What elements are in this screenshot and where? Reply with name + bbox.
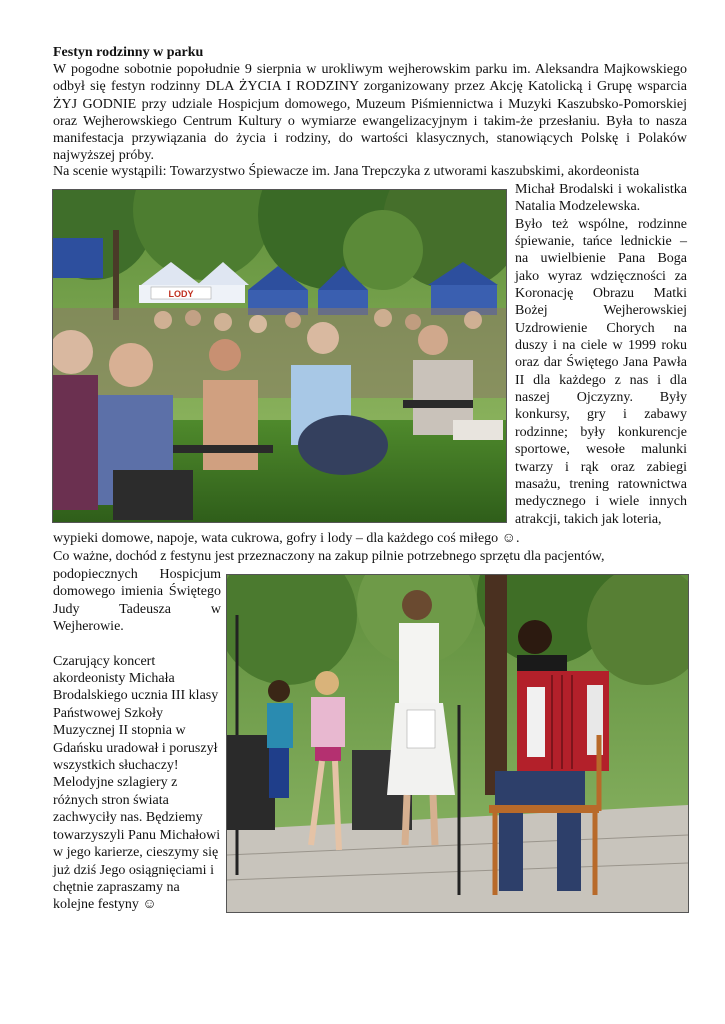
paragraph-proceeds-side: podopiecznych Hospicjum domowego imienia Świętego Judy Tadeusza w Wejherowie. — [53, 567, 221, 635]
paragraph-intro: W pogodne sobotnie popołudnie 9 sierpnia w urokliwym wejherowskim parku im. Aleksandra Majkowskiego odbył się festyn rodzinny DLA ŻYCIA I RODZINY zorganizowany przez Akcję Katolicką i Grupę wsparcia ŻYJ GODNIE przy udziale Hospicjum domowego, Muzeum Piśmiennictwa i Muzyki Kaszubsko-Pomorskiej oraz Wejherowskiego Centrum Kultury o wymiarze ewangelizacyjnym i takim-że przesłaniu. Była to nasza manifestacja przywiązania do życia i rodziny, do wartości klasycznych, stanowiących Polskę i Polaków najwyższej próby. — [53, 62, 687, 164]
paragraph-proceeds-lead: Co ważne, dochód z festynu jest przeznaczony na zakup pilnie potrzebnego sprzętu dla pacjentów, — [53, 549, 605, 564]
photo-audience-image — [53, 190, 506, 522]
paragraph-concert: Czarujący koncert akordeonisty Michała Brodalskiego ucznia III klasy Państwowej Szkoły Muzycznej II stopnia w Gdańsku uradował i poruszył wszystkich słuchaczy! Melodyjne szlagiery z różnych stron świata zachwyciły nas. Będziemy towarzyszyli Panu Michałowi w jego karierze, cieszymy się już dziś Jego osiągnięciami i chętnie zapraszamy na kolejne festyny ☺ — [53, 653, 221, 913]
photo-concert — [226, 574, 689, 913]
photo-concert-image — [227, 575, 688, 912]
paragraph-performers-side: Michał Brodalski i wokalistka Natalia Modzelewska. — [515, 182, 687, 215]
photo-audience — [52, 189, 507, 523]
paragraph-activities-tail: wypieki domowe, napoje, wata cukrowa, gofry i lody – dla każdego coś miłego ☺. — [53, 531, 520, 546]
left-column-text — [53, 566, 221, 914]
paragraph-performers-lead: Na scenie wystąpili: Towarzystwo Śpiewacze im. Jana Trepczyka z utworami kaszubskimi, akordeonista — [53, 164, 640, 179]
sidebar-text-upper — [515, 181, 687, 528]
paragraph-activities: Było też wspólne, rodzinne śpiewanie, tańce lednickie – na uwielbienie Pana Boga jako wyraz wdzięczności za Koronację Obrazu Matki Bożej Wejherowskiej Uzdrowienie Chorych na duszy i na ciele w 1999 roku oraz dar Świętego Jana Pawła II dla każdego z nas i dla naszej Ojczyzny. Były konkursy, gry i zabawy rodzinne; były konkurencje sportowe, wesołe malunki twarzy i rąk oraz zabiegi masażu, trening ratownictwa medycznego i wiele innych atrakcji, takich jak loteria, — [515, 216, 687, 527]
tent-banner-text: LODY — [168, 289, 194, 299]
article-title: Festyn rodzinny w parku — [53, 45, 204, 60]
